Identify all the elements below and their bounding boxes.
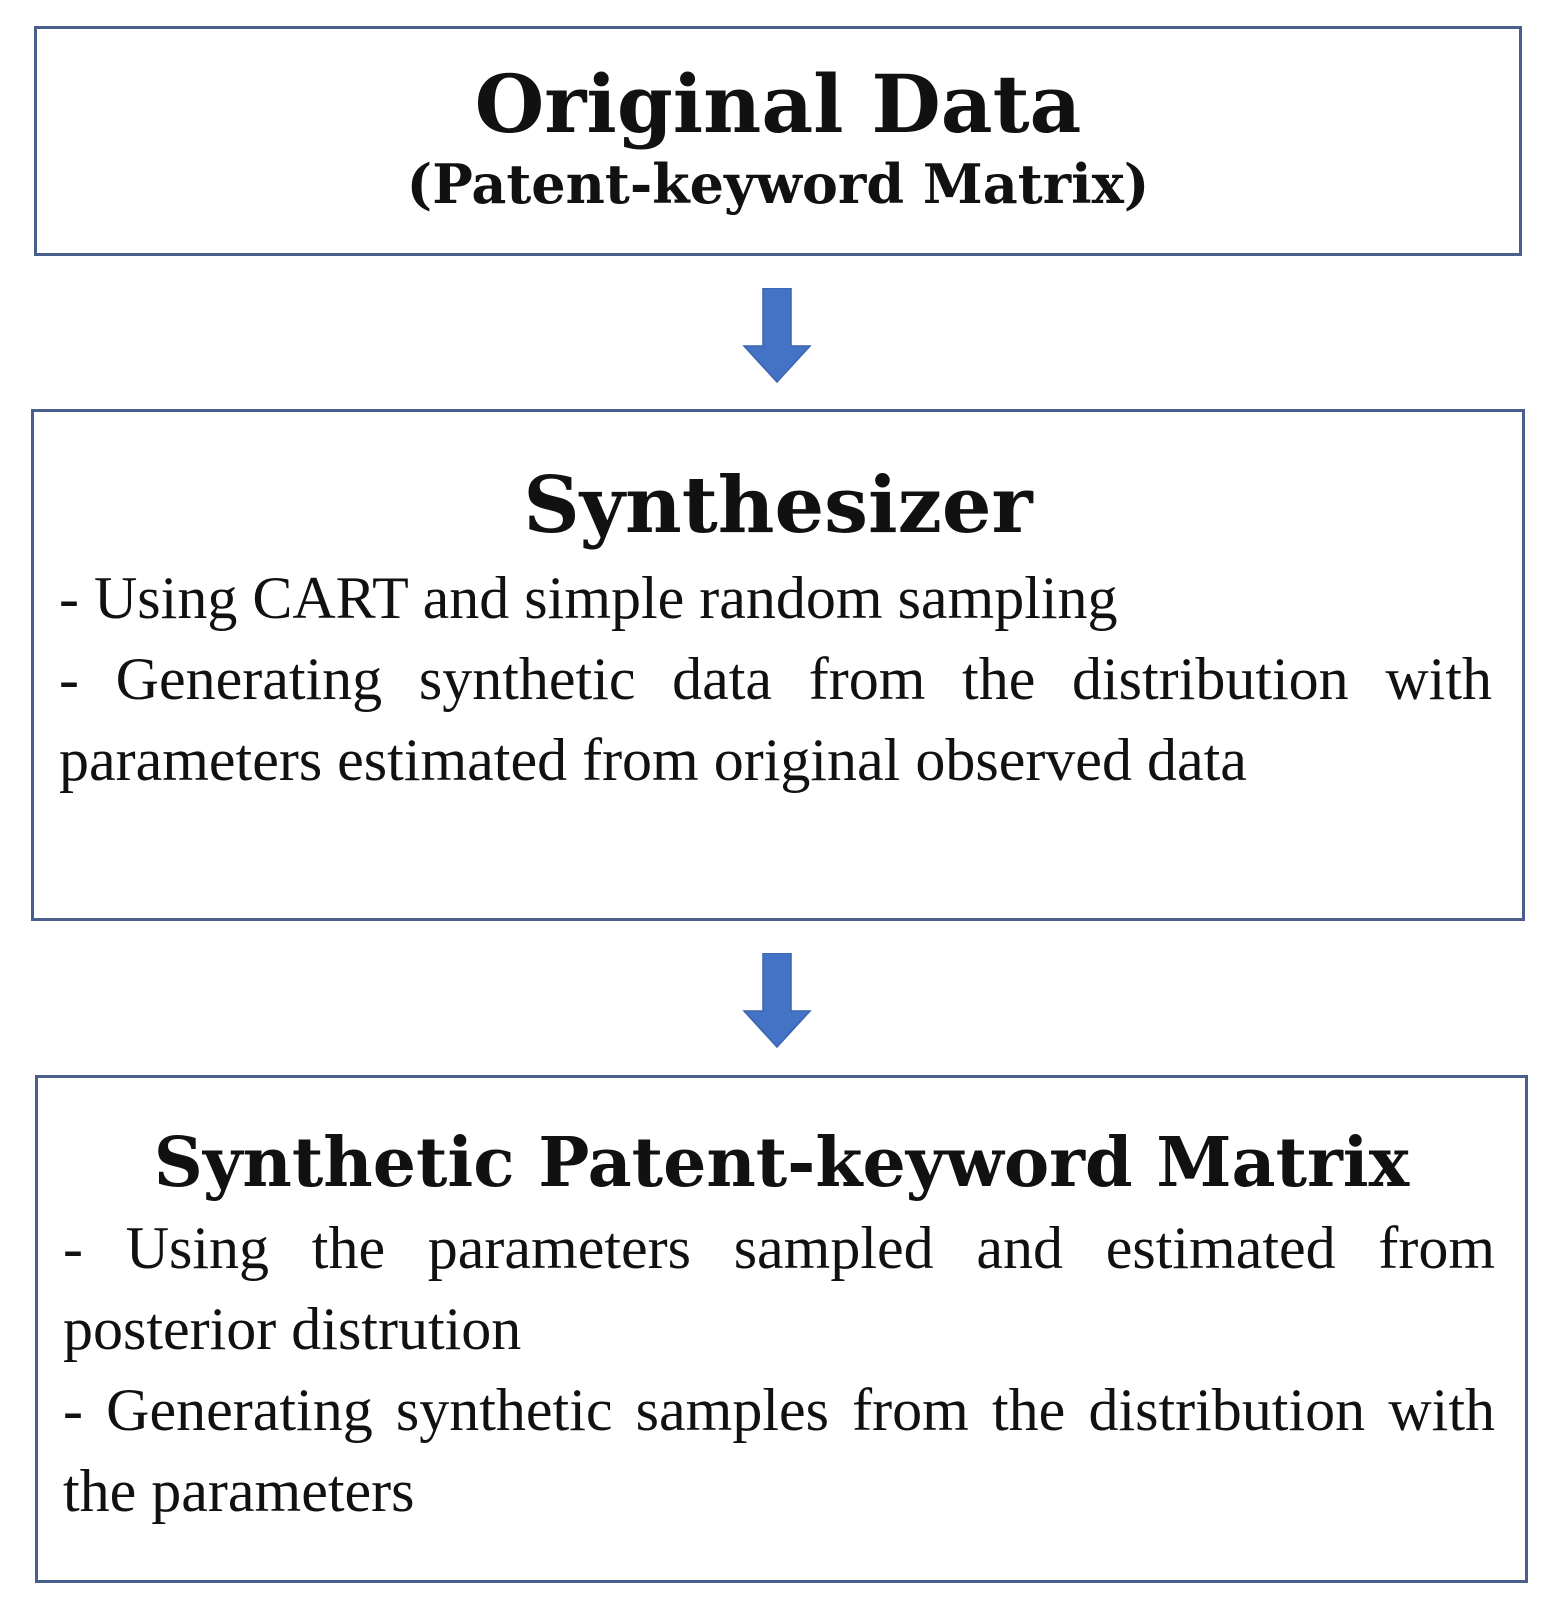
synthetic-matrix-bullets: [38, 1208, 1525, 1532]
original-data-box: [34, 26, 1522, 256]
synthesizer-bullets: [34, 558, 1522, 801]
synthesizer-box: [31, 409, 1525, 921]
synthetic-matrix-bullet-2: - Generating synthetic samples from the distribution with the parameters: [63, 1377, 1495, 1524]
original-data-subtitle: (Patent-keyword Matrix): [406, 152, 1150, 216]
synthesizer-bullet-1: - Using CART and simple random sampling: [59, 565, 1118, 631]
synthesizer-bullet-2: - Generating synthetic data from the distribution with parameters estimated from original observed data: [59, 646, 1492, 793]
original-data-title: Original Data: [474, 57, 1082, 151]
synthetic-matrix-bullet-1: - Using the parameters sampled and estimated from posterior distrution: [63, 1215, 1495, 1362]
synthesizer-title: Synthesizer: [523, 460, 1033, 551]
synthetic-matrix-box: [35, 1075, 1528, 1583]
synthetic-matrix-title: Synthetic Patent-keyword Matrix: [153, 1123, 1410, 1203]
down-arrow-icon: [742, 953, 812, 1049]
down-arrow-icon: [742, 288, 812, 384]
